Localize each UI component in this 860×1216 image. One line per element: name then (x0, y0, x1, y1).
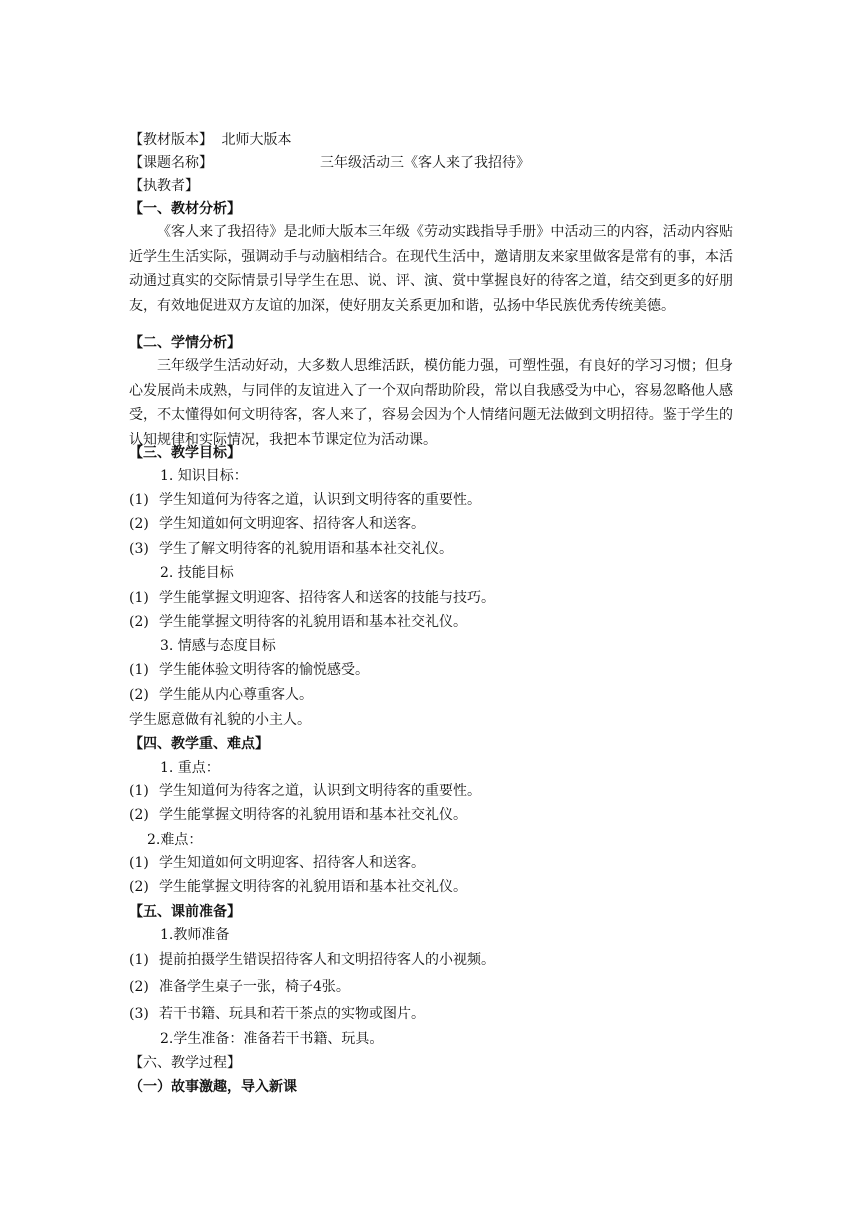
list-item: (2) 学生能从内心尊重客人。 (129, 687, 313, 703)
topic-line (129, 151, 213, 175)
list-item: (2) 学生能掌握文明待客的礼貌用语和基本社交礼仪。 (129, 879, 467, 895)
point-heading: 1. 重点： (160, 760, 220, 776)
edition-label: 【教材版本】 (129, 132, 213, 148)
list-item: (2) 学生能掌握文明待客的礼貌用语和基本社交礼仪。 (129, 614, 467, 630)
list-item: (2) 学生能掌握文明待客的礼貌用语和基本社交礼仪。 (129, 807, 467, 823)
list-item: (1) 提前拍摄学生错误招待客人和文明招待客人的小视频。 (129, 952, 495, 968)
goal-heading: 3. 情感与态度目标 (160, 638, 276, 654)
section-heading: 【一、教材分析】 (129, 201, 241, 217)
section-heading: 【二、学情分析】 (129, 335, 241, 351)
goal-heading: 1. 知识目标： (160, 468, 248, 484)
edition-value: 北师大版本 (221, 132, 292, 148)
section-heading: 【六、教学过程】 (129, 1055, 241, 1071)
prep-heading: 1.教师准备 (160, 927, 230, 943)
list-item: (1) 学生知道何为待客之道，认识到文明待客的重要性。 (129, 783, 481, 799)
section-heading: 【三、教学目标】 (129, 445, 241, 461)
teacher-label: 【执教者】 (129, 178, 199, 194)
list-item: (2) 学生知道如何文明迎客、招待客人和送客。 (129, 516, 425, 532)
prep-heading: 2.学生准备：准备若干书籍、玩具。 (160, 1031, 384, 1047)
section-heading: 【五、课前准备】 (129, 904, 241, 920)
list-item: (3) 若干书籍、玩具和若干茶点的实物或图片。 (129, 1006, 425, 1022)
goal-heading: 2. 技能目标 (160, 565, 234, 581)
list-item: (3) 学生了解文明待客的礼貌用语和基本社交礼仪。 (129, 541, 453, 557)
topic-value: 三年级活动三《客人来了我招待》 (320, 155, 530, 171)
subsection-heading: （一）故事激趣，导入新课 (129, 1079, 297, 1095)
list-item: (2) 准备学生桌子一张，椅子4张。 (129, 979, 350, 995)
list-item: (1) 学生知道何为待客之道，认识到文明待客的重要性。 (129, 492, 481, 508)
point-heading: 2.难点： (147, 832, 203, 848)
student-analysis-paragraph: 三年级学生活动好动，大多数人思维活跃，模仿能力强，可塑性强，有良好的学习习惯；但身心发展尚未成熟，与同伴的友谊进入了一个双向帮助阶段，常以自我感受为中心，容易忽略他人感受，不太懂得如何文明待客，客人来了，容易会因为个人情绪问题无法做到文明招待。鉴于学生的认知规律和实际情况，我把本节课定位为活动课。 (129, 358, 733, 448)
list-item: (1) 学生能体验文明待客的愉悦感受。 (129, 662, 369, 678)
list-item: (1) 学生知道如何文明迎客、招待客人和送客。 (129, 855, 425, 871)
section-heading: 【四、教学重、难点】 (129, 736, 269, 752)
topic-label: 【课题名称】 (129, 155, 213, 171)
list-item: (1) 学生能掌握文明迎客、招待客人和送客的技能与技巧。 (129, 590, 495, 606)
textbook-analysis-paragraph: 《客人来了我招待》是北师大版本三年级《劳动实践指导手册》中活动三的内容，活动内容贴近学生生活实际，强调动手与动脑相结合。在现代生活中，邀请朋友来家里做客是常有的事，本活动通过真实的交际情景引导学生在思、说、评、演、赏中掌握良好的待客之道，结交到更多的好朋友，有效地促进双方友谊的加深，使好朋友关系更加和谐，弘扬中华民族优秀传统美德。 (129, 224, 733, 314)
goal-extra: 学生愿意做有礼貌的小主人。 (129, 712, 311, 728)
edition-line (129, 128, 291, 152)
